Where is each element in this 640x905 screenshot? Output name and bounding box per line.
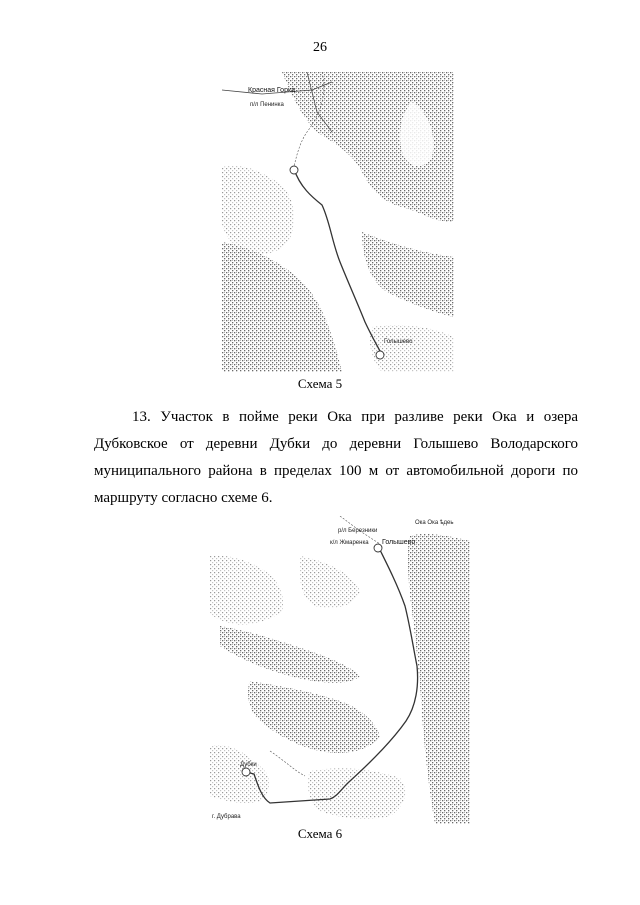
scheme-5-map bbox=[222, 72, 454, 372]
section-13-paragraph: 13. Участок в пойме реки Ока при разливе реки Ока и озера Дубковское от деревни Дубки до деревни Голышево Володарского муниципального района в пределах 100 м от автомобильной дороги по маршруту согласно схеме 6. bbox=[94, 409, 578, 506]
route-end-marker bbox=[242, 768, 250, 776]
scheme-6-map-drawing bbox=[210, 516, 470, 824]
map-area bbox=[248, 681, 380, 753]
map-area bbox=[300, 556, 360, 608]
map-area bbox=[222, 166, 294, 254]
scheme-6-label-settlement-b: к/л Жмаренка bbox=[330, 540, 369, 546]
map-area bbox=[362, 232, 454, 317]
route-start-marker bbox=[374, 544, 382, 552]
map-area bbox=[210, 556, 283, 625]
page-number: 26 bbox=[313, 40, 327, 55]
map-road bbox=[270, 751, 305, 776]
scheme-5-label-end: Голышево bbox=[384, 339, 413, 345]
scheme-5-label-village: Красная Горка bbox=[248, 87, 296, 94]
scheme-5-label-settlement: п/л Пенинка bbox=[250, 102, 284, 108]
scheme-6-label-end: Голышево bbox=[382, 539, 416, 546]
scheme-6-map bbox=[210, 516, 470, 824]
scheme-6-caption: Схема 6 bbox=[297, 826, 343, 841]
scheme-6-label-bottom-left: г. Дубрава bbox=[212, 814, 241, 820]
map-area bbox=[370, 325, 454, 372]
route-start-marker bbox=[290, 166, 298, 174]
scheme-6-label-top-right: Ока Ока ѣдеь bbox=[415, 520, 454, 526]
route-end-marker bbox=[376, 351, 384, 359]
map-area bbox=[222, 242, 342, 372]
scheme-5-caption: Схема 5 bbox=[297, 376, 343, 391]
map-area bbox=[220, 626, 360, 683]
map-area bbox=[210, 745, 269, 803]
scheme-6-label-settlement-a: р/л Березники bbox=[338, 528, 378, 534]
scheme-5-map-drawing bbox=[222, 72, 454, 372]
scheme-6-label-start: Дубки bbox=[240, 762, 257, 768]
